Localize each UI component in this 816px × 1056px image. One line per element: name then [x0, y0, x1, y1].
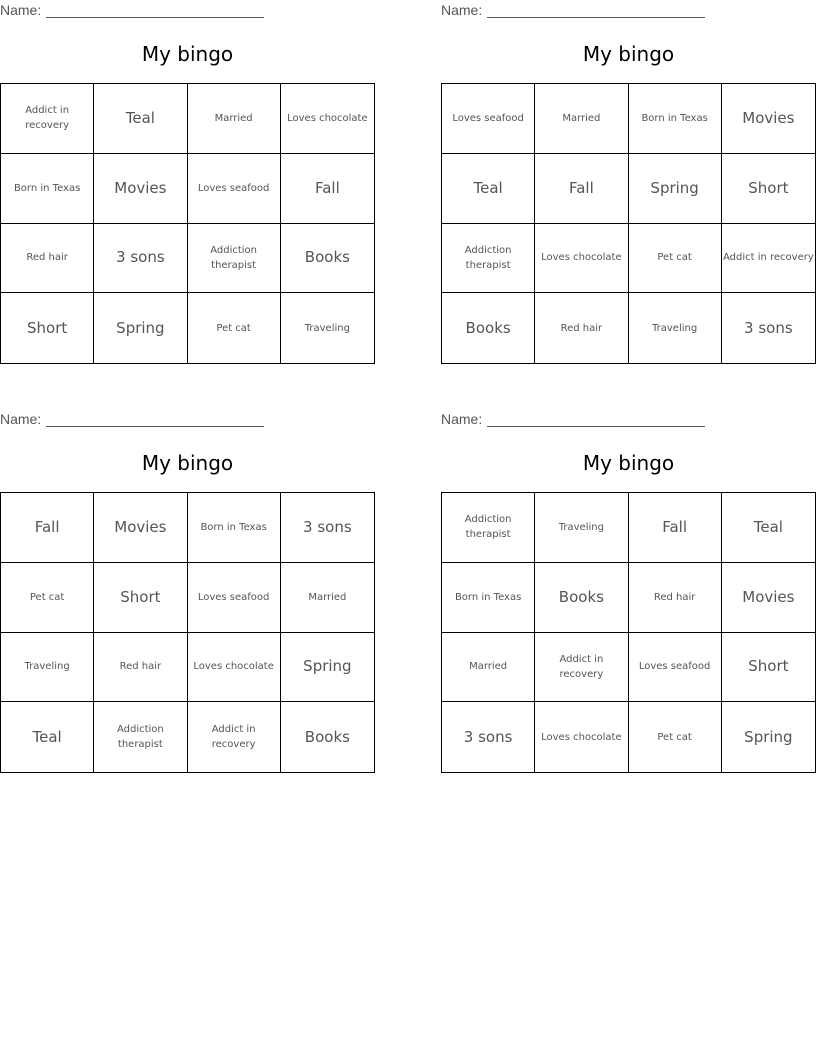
bingo-cell: 3 sons: [281, 493, 374, 563]
bingo-cell: Addict in recovery: [722, 224, 815, 294]
bingo-cell: Married: [281, 563, 374, 633]
bingo-cell: Addiction therapist: [442, 493, 535, 563]
name-field: [0, 411, 264, 427]
bingo-cell: Loves chocolate: [188, 633, 281, 703]
name-label: Name:: [441, 411, 483, 427]
name-label: Name:: [441, 2, 483, 18]
bingo-cell: Addict in recovery: [535, 633, 628, 703]
bingo-cell: Teal: [1, 702, 94, 772]
bingo-cell: Books: [281, 224, 374, 294]
bingo-grid: [441, 492, 816, 773]
bingo-cell: Fall: [1, 493, 94, 563]
name-blank-line: [487, 3, 705, 18]
bingo-cell: Spring: [281, 633, 374, 703]
bingo-cell: 3 sons: [94, 224, 187, 294]
bingo-cell: Traveling: [629, 293, 722, 363]
card-title: My bingo: [141, 42, 234, 66]
bingo-cell: Loves seafood: [442, 84, 535, 154]
bingo-grid: [441, 83, 816, 364]
bingo-cell: Married: [535, 84, 628, 154]
bingo-cell: Movies: [722, 84, 815, 154]
bingo-cell: Married: [442, 633, 535, 703]
bingo-cell: Movies: [94, 493, 187, 563]
name-label: Name:: [0, 2, 42, 18]
bingo-cell: Addict in recovery: [1, 84, 94, 154]
bingo-cell: Red hair: [1, 224, 94, 294]
bingo-cell: Born in Texas: [188, 493, 281, 563]
name-blank-line: [46, 412, 264, 427]
bingo-cell: Spring: [629, 154, 722, 224]
bingo-cell: Teal: [722, 493, 815, 563]
bingo-cell: 3 sons: [442, 702, 535, 772]
bingo-cell: Born in Texas: [629, 84, 722, 154]
bingo-cell: Fall: [281, 154, 374, 224]
bingo-cell: Addiction therapist: [442, 224, 535, 294]
bingo-cell: 3 sons: [744, 318, 793, 337]
name-field: [441, 2, 705, 18]
card-title: My bingo: [582, 42, 675, 66]
bingo-cell: Loves chocolate: [535, 702, 628, 772]
bingo-cell: Spring: [744, 727, 793, 746]
bingo-cell: Books: [442, 293, 535, 363]
name-blank-line: [46, 3, 264, 18]
bingo-cell: Books: [535, 563, 628, 633]
bingo-cell: Short: [1, 293, 94, 363]
bingo-cell: Fall: [629, 493, 722, 563]
bingo-cell: Loves seafood: [629, 633, 722, 703]
bingo-cell: Traveling: [1, 633, 94, 703]
bingo-cell: Books: [304, 727, 350, 746]
bingo-card: [0, 0, 375, 370]
bingo-cell: Addiction therapist: [188, 224, 281, 294]
bingo-cell: Pet cat: [1, 563, 94, 633]
name-blank-line: [487, 412, 705, 427]
bingo-cell: Born in Texas: [442, 563, 535, 633]
bingo-cell: Born in Texas: [1, 154, 94, 224]
bingo-cell: Teal: [94, 84, 187, 154]
bingo-cell: Loves seafood: [188, 563, 281, 633]
bingo-cell: Fall: [535, 154, 628, 224]
name-field: [441, 411, 705, 427]
bingo-cell: Red hair: [629, 563, 722, 633]
bingo-cell: Movies: [722, 563, 815, 633]
bingo-card: [441, 409, 816, 779]
bingo-cell: Pet cat: [188, 293, 281, 363]
bingo-cell: Red hair: [94, 633, 187, 703]
card-title: My bingo: [141, 451, 234, 475]
bingo-cell: Married: [188, 84, 281, 154]
bingo-cell: Loves seafood: [188, 154, 281, 224]
name-label: Name:: [0, 411, 42, 427]
bingo-cell: Addict in recovery: [188, 702, 281, 772]
bingo-cell: Red hair: [535, 293, 628, 363]
bingo-grid: [0, 492, 375, 773]
bingo-cell: Teal: [442, 154, 535, 224]
bingo-cell: Pet cat: [629, 702, 722, 772]
bingo-cell: Loves chocolate: [535, 224, 628, 294]
bingo-cell: Short: [722, 633, 815, 703]
bingo-cell: Short: [722, 154, 815, 224]
card-title: My bingo: [582, 451, 675, 475]
bingo-cell: Pet cat: [629, 224, 722, 294]
bingo-cell: Spring: [94, 293, 187, 363]
bingo-cell: Short: [94, 563, 187, 633]
bingo-cell: Traveling: [304, 322, 350, 334]
bingo-cell: Traveling: [535, 493, 628, 563]
bingo-cell: Movies: [94, 154, 187, 224]
name-field: [0, 2, 264, 18]
bingo-grid: [0, 83, 375, 364]
bingo-card: [0, 409, 375, 779]
bingo-cell: Loves chocolate: [281, 84, 374, 154]
bingo-card: [441, 0, 816, 370]
bingo-cell: Addiction therapist: [94, 702, 187, 772]
